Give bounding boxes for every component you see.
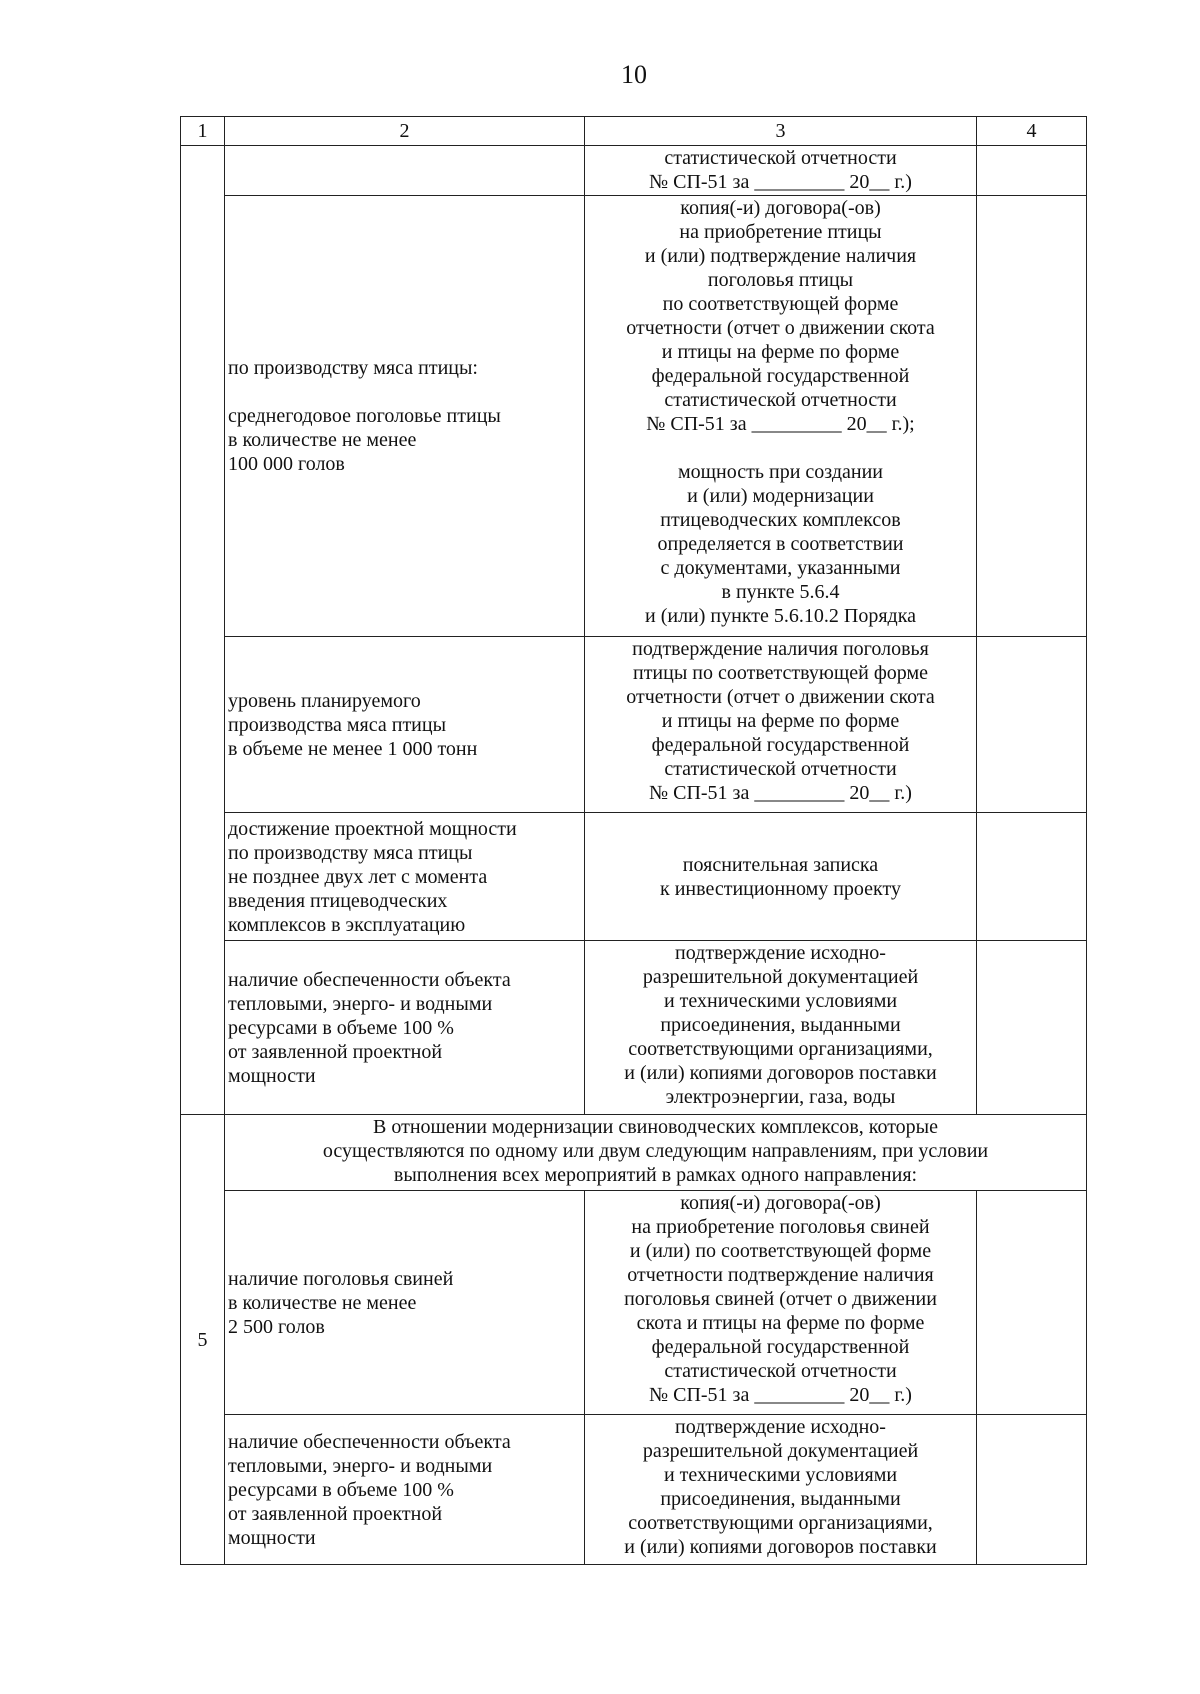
header-col-3: 3 [585, 117, 977, 146]
document-cell: копия(-и) договора(-ов) на приобретение птицы и (или) подтверждение наличия поголовья птицы по соответствующей форме отчетности (отчет о движении скота и птицы на ферме по форме федеральной государственной статистической отчетности № СП-51 за _________ 20__ г.); мощность при создании и (или) модернизации птицеводческих комплексов определяется в соответствии с документами, указанными в пункте 5.6.4 и (или) пункте 5.6.10.2 Порядка [585, 196, 977, 637]
document-cell: подтверждение исходно- разрешительной документацией и техническими условиями присоединения, выданными соответствующими организациями, и (или) копиями договоров поставки электроэнергии, газа, воды [585, 941, 977, 1115]
page-number: 10 [621, 60, 647, 89]
document-cell: статистической отчетности № СП-51 за _________ 20__ г.) [585, 146, 977, 196]
document-cell: подтверждение наличия поголовья птицы по соответствующей форме отчетности (отчет о движении скота и птицы на ферме по форме федеральной государственной статистической отчетности № СП-51 за _________ 20__ г.) [585, 637, 977, 813]
header-col-1: 1 [181, 117, 225, 146]
document-cell: подтверждение исходно- разрешительной документацией и техническими условиями присоединения, выданными соответствующими организациями, и (или) копиями договоров поставки [585, 1415, 977, 1565]
requirement-cell: наличие обеспеченности объекта тепловыми, энерго- и водными ресурсами в объеме 100 % от заявленной проектной мощности [225, 1415, 585, 1565]
document-cell: пояснительная записка к инвестиционному проекту [585, 813, 977, 941]
table-header-row [181, 117, 1087, 146]
section-intro-row [181, 1115, 1087, 1191]
requirement-cell: наличие поголовья свиней в количестве не менее 2 500 голов [225, 1191, 585, 1415]
requirements-table [180, 116, 1087, 1565]
header-col-2: 2 [225, 117, 585, 146]
requirement-cell: наличие обеспеченности объекта тепловыми, энерго- и водными ресурсами в объеме 100 % от заявленной проектной мощности [225, 941, 585, 1115]
table-row [181, 1415, 1087, 1565]
row-number-cell [181, 146, 225, 1115]
notes-cell [977, 637, 1087, 813]
notes-cell [977, 1191, 1087, 1415]
notes-cell [977, 196, 1087, 637]
table-row [181, 813, 1087, 941]
requirement-cell: уровень планируемого производства мяса птицы в объеме не менее 1 000 тонн [225, 637, 585, 813]
table-row [181, 1191, 1087, 1415]
requirement-cell [225, 146, 585, 196]
notes-cell [977, 1415, 1087, 1565]
section-intro: В отношении модернизации свиноводческих комплексов, которые осуществляются по одному или двум следующим направлениям, при условии выполнения всех мероприятий в рамках одного направления: [225, 1115, 1087, 1191]
requirement-cell: достижение проектной мощности по производству мяса птицы не позднее двух лет с момента введения птицеводческих комплексов в эксплуатацию [225, 813, 585, 941]
notes-cell [977, 941, 1087, 1115]
row-number-cell: 5 [181, 1115, 225, 1565]
table-row [181, 146, 1087, 196]
notes-cell [977, 146, 1087, 196]
document-cell: копия(-и) договора(-ов) на приобретение поголовья свиней и (или) по соответствующей форме отчетности подтверждение наличия поголовья свиней (отчет о движении скота и птицы на ферме по форме федеральной государственной статистической отчетности № СП-51 за _________ 20__ г.) [585, 1191, 977, 1415]
header-col-4: 4 [977, 117, 1087, 146]
notes-cell [977, 813, 1087, 941]
table-row [181, 941, 1087, 1115]
table-row [181, 196, 1087, 637]
requirement-cell: по производству мяса птицы: среднегодовое поголовье птицы в количестве не менее 100 000 голов [225, 196, 585, 637]
table-row [181, 637, 1087, 813]
